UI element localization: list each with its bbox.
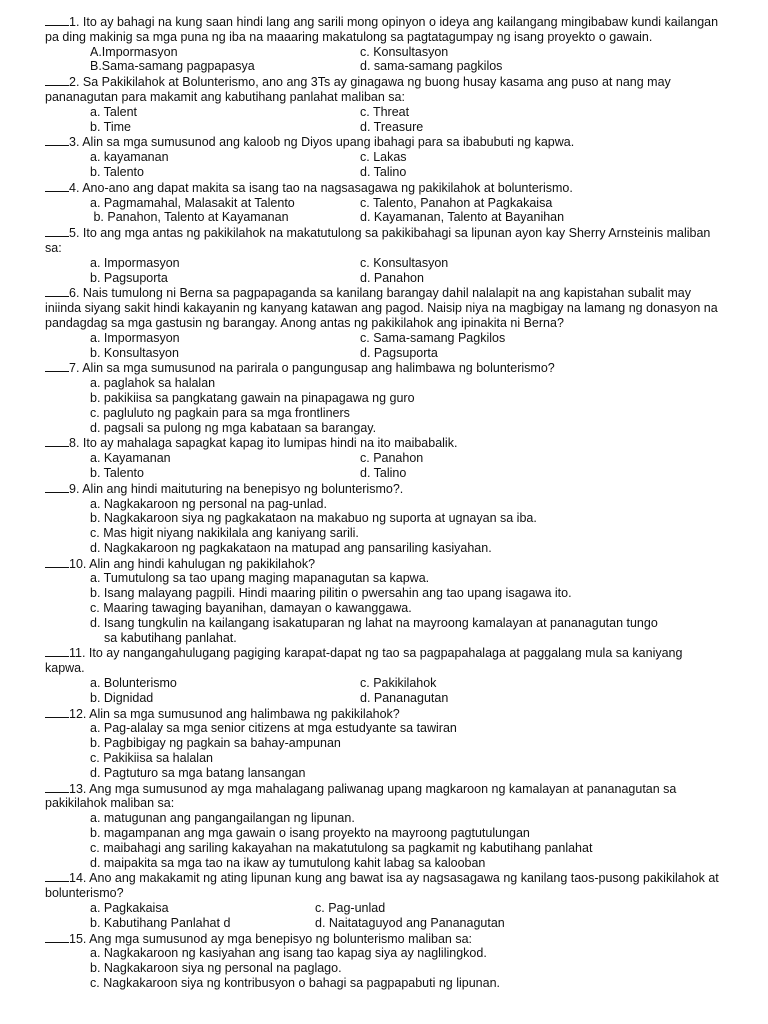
choice-d: d. pagsali sa pulong ng mga kabataan sa barangay. [90,420,377,435]
question-stem: 12. Alin sa mga sumusunod ang halimbawa ng pakikilahok? [69,706,400,721]
choice-d: d. Pagtuturo sa mga batang lansangan [90,765,306,780]
choice-c: c. Maaring tawaging bayanihan, damayan o kawanggawa. [90,601,412,616]
choice-c: c. Mas higit niyang nakikilala ang kaniyang sarili. [90,526,359,541]
choice-a: a. matugunan ang pangangailangan ng lipunan. [90,811,355,826]
choice-d: d. Kayamanan, Talento at Bayanihan [360,210,565,225]
choice-b: b. pakikiisa sa pangkatang gawain na pinapagawa ng guro [90,390,415,405]
question-3 [45,134,725,150]
question-stem: 8. Ito ay mahalaga sapagkat kapag ito lumipas hindi na ito maibabalik. [69,436,458,451]
choice-row [0,451,768,466]
choice-b: b. Nagkakaroon siya ng personal na paglago. [90,961,342,976]
question-stem: 1. Ito ay bahagi na kung saan hindi lang ang sarili mong opinyon o ideya ang kailangang mingibabaw kundi kailangan pa ding makinig sa mga puna ng iba na maaaring makatulong sa pagtatagumpay ng isang proyekto o gawain. [45,15,719,44]
choice-row [0,150,768,165]
choice-row [0,676,768,691]
question-stem: 10. Alin ang hindi kahulugan ng pakikilahok? [69,556,316,571]
question-stem: 11. Ito ay nangangahulugang pagiging karapat-dapat ng tao sa pagpapahalaga at paggalang mula sa kaniyang kapwa. [45,646,683,676]
choice-c: c. Nagkakaroon siya ng kontribusyon o bahagi sa pagpapabuti ng lipunan. [90,976,501,990]
choice-d: d. Pagsuporta [360,345,438,360]
question-stem: 9. Alin ang hindi maituturing na benepisyo ng bolunterismo?. [69,481,404,496]
question-stem: 6. Nais tumulong ni Berna sa pagpapaganda sa kanilang barangay dahil nalalapit na ang kapistahan subalit may iniinda siyang sakit hindi kakayanin ng kanyang katawan ang pagod. Naisip niya na magbigay na lamang ng donasyon na pandagdag sa mga gastusin ng barangay. Anong antas ng pakikilahok ang ipinakita ni Berna? [45,286,718,330]
answer-blank[interactable] [45,706,69,718]
choice-row [0,165,768,180]
choice-a: a. Pagkakaisa [90,901,169,916]
choice-row [0,901,768,916]
choice-a: a. Nagkakaroon ng kasiyahan ang isang tao kapag siya ay naglilingkod. [90,946,487,961]
answer-blank[interactable] [45,285,69,297]
question-12 [45,706,725,722]
choice-row [0,256,768,271]
choice-row [0,105,768,120]
choice-d: d. Naitataguyod ang Pananagutan [315,915,505,930]
choice-b: b. Pagsuporta [90,270,168,285]
choice-c: c. Talento, Panahon at Pagkakaisa [360,195,553,210]
choice-row [0,196,768,211]
question-9 [45,481,725,497]
choice-row [0,331,768,346]
answer-blank[interactable] [45,14,69,26]
choice-d-continued: sa kabutihang panlahat. [104,630,237,645]
answer-blank[interactable] [45,931,69,943]
choice-b: b. Isang malayang pagpili. Hindi maaring pilitin o pwersahin ang tao upang isagawa ito. [90,586,572,601]
choice-c: c. Lakas [360,150,407,165]
choice-b: B.Sama-samang pagpapasya [90,59,255,74]
question-5 [45,225,725,256]
choice-c: c. Threat [360,104,410,119]
question-11 [45,645,725,676]
choice-a: a. Impormasyon [90,255,180,270]
choice-a: A.Impormasyon [90,44,178,59]
answer-blank[interactable] [45,645,69,657]
question-1 [45,14,725,45]
choice-row [0,916,768,931]
choice-a: a. Nagkakaroon ng personal na pag-unlad. [90,496,327,511]
choice-c: c. pagluluto ng pagkain para sa mga frontliners [90,405,350,420]
question-stem: 3. Alin sa mga sumusunod ang kaloob ng Diyos upang ibahagi para sa ibabubuti ng kapwa. [69,135,575,150]
answer-blank[interactable] [45,870,69,882]
choice-d: d. Pananagutan [360,690,449,705]
choice-d: d. Talino [360,164,407,179]
choice-a: a. paglahok sa halalan [90,376,216,391]
answer-blank[interactable] [45,360,69,372]
choice-a: a. Pag-alalay sa mga senior citizens at mga estudyante sa tawiran [90,721,457,736]
question-stem: 5. Ito ang mga antas ng pakikilahok na makatutulong sa pakikibahagi sa lipunan ayon kay Sherry Arnsteinis maliban sa: [45,226,711,255]
question-stem: 7. Alin sa mga sumusunod na parirala o pangungusap ang halimbawa ng bolunterismo? [69,361,555,376]
choice-a: a. Tumutulong sa tao upang maging mapanagutan sa kapwa. [90,571,430,586]
choice-row [0,346,768,361]
question-2 [45,74,725,105]
choice-d: d. sama-samang pagkilos [360,59,503,74]
question-stem: 13. Ang mga sumusunod ay mga mahalagang paliwanag upang magkaroon ng kamalayan at pananagutan sa pakikilahok maliban sa: [45,781,677,811]
question-stem: 15. Ang mga sumusunod ay mga benepisyo ng bolunterismo maliban sa: [69,931,473,946]
choice-b: b. Panahon, Talento at Kayamanan [90,210,289,225]
choice-row [0,45,768,60]
choice-b: b. Time [90,119,131,134]
choice-c: c. maibahagi ang sariling kakayahan na makatutulong sa pagkamit ng kabutihang panlahat [90,840,593,855]
choice-a: a. Talent [90,104,138,119]
choice-b: b. Nagkakaroon siya ng pagkakataon na makabuo ng suporta at ugnayan sa iba. [90,511,537,526]
choice-d: d. Talino [360,465,407,480]
question-stem: 4. Ano-ano ang dapat makita sa isang tao na nagsasagawa ng pakikilahok at bolunterismo. [69,180,573,195]
answer-blank[interactable] [45,481,69,493]
choice-b: b. Pagbibigay ng pagkain sa bahay-ampunan [90,736,341,751]
question-7 [45,360,725,376]
choice-row [0,691,768,706]
answer-blank[interactable] [45,180,69,192]
choice-row [0,59,768,74]
question-10 [45,556,725,572]
choice-a: a. Impormasyon [90,330,180,345]
question-6 [45,285,725,330]
answer-blank[interactable] [45,225,69,237]
choice-b: b. Dignidad [90,690,154,705]
choice-b: b. Talento [90,164,144,179]
question-stem: 2. Sa Pakikilahok at Bolunterismo, ano ang 3Ts ay ginagawa ng buong husay kasama ang puso at nang may pananagutan para makamit ang kabutihang panlahat maliban sa: [45,75,671,104]
choice-row [0,120,768,135]
choice-b: b. Talento [90,465,144,480]
question-13 [45,781,725,812]
choice-d: d. Treasure [360,119,424,134]
choice-d: d. Nagkakaroon ng pagkakataon na matupad ang pansariling kasiyahan. [90,540,492,555]
question-4 [45,180,725,196]
question-14 [45,870,725,901]
choice-d: d. Isang tungkulin na kailangang isakatuparan ng lahat na mayroong kamalayan at pananagutan tungo [90,615,658,630]
choice-c: c. Konsultasyon [360,44,449,59]
choice-row [0,271,768,286]
answer-blank[interactable] [45,556,69,568]
choice-row [0,466,768,481]
question-8 [45,435,725,451]
choice-c: c. Panahon [360,451,424,466]
answer-blank[interactable] [45,435,69,447]
choice-a: a. Bolunterismo [90,676,177,691]
choice-c: c. Pakikilahok [360,676,437,691]
choice-b: b. Kabutihang Panlahat d [90,915,231,930]
choice-c: c. Sama-samang Pagkilos [360,330,506,345]
question-stem: 14. Ano ang makakamit ng ating lipunan kung ang bawat isa ay nagsasagawa ng kanilang taos-pusong pakikilahok at bolunterismo? [45,871,719,901]
choice-c: c. Pag-unlad [315,901,386,916]
choice-b: b. Konsultasyon [90,345,179,360]
answer-blank[interactable] [45,134,69,146]
choice-a: a. Pagmamahal, Malasakit at Talento [90,195,295,210]
choice-c: c. Pakikiisa sa halalan [90,751,213,766]
choice-a: a. kayamanan [90,150,169,165]
answer-blank[interactable] [45,74,69,86]
choice-b: b. magampanan ang mga gawain o isang proyekto na mayroong pagtutulungan [90,826,530,841]
question-15 [45,931,725,947]
choice-d: d. maipakita sa mga tao na ikaw ay tumutulong kahit labag sa kalooban [90,855,486,870]
choice-d: d. Panahon [360,270,424,285]
choice-row [0,210,768,225]
choice-a: a. Kayamanan [90,451,171,466]
choice-c: c. Konsultasyon [360,255,449,270]
answer-blank[interactable] [45,781,69,793]
